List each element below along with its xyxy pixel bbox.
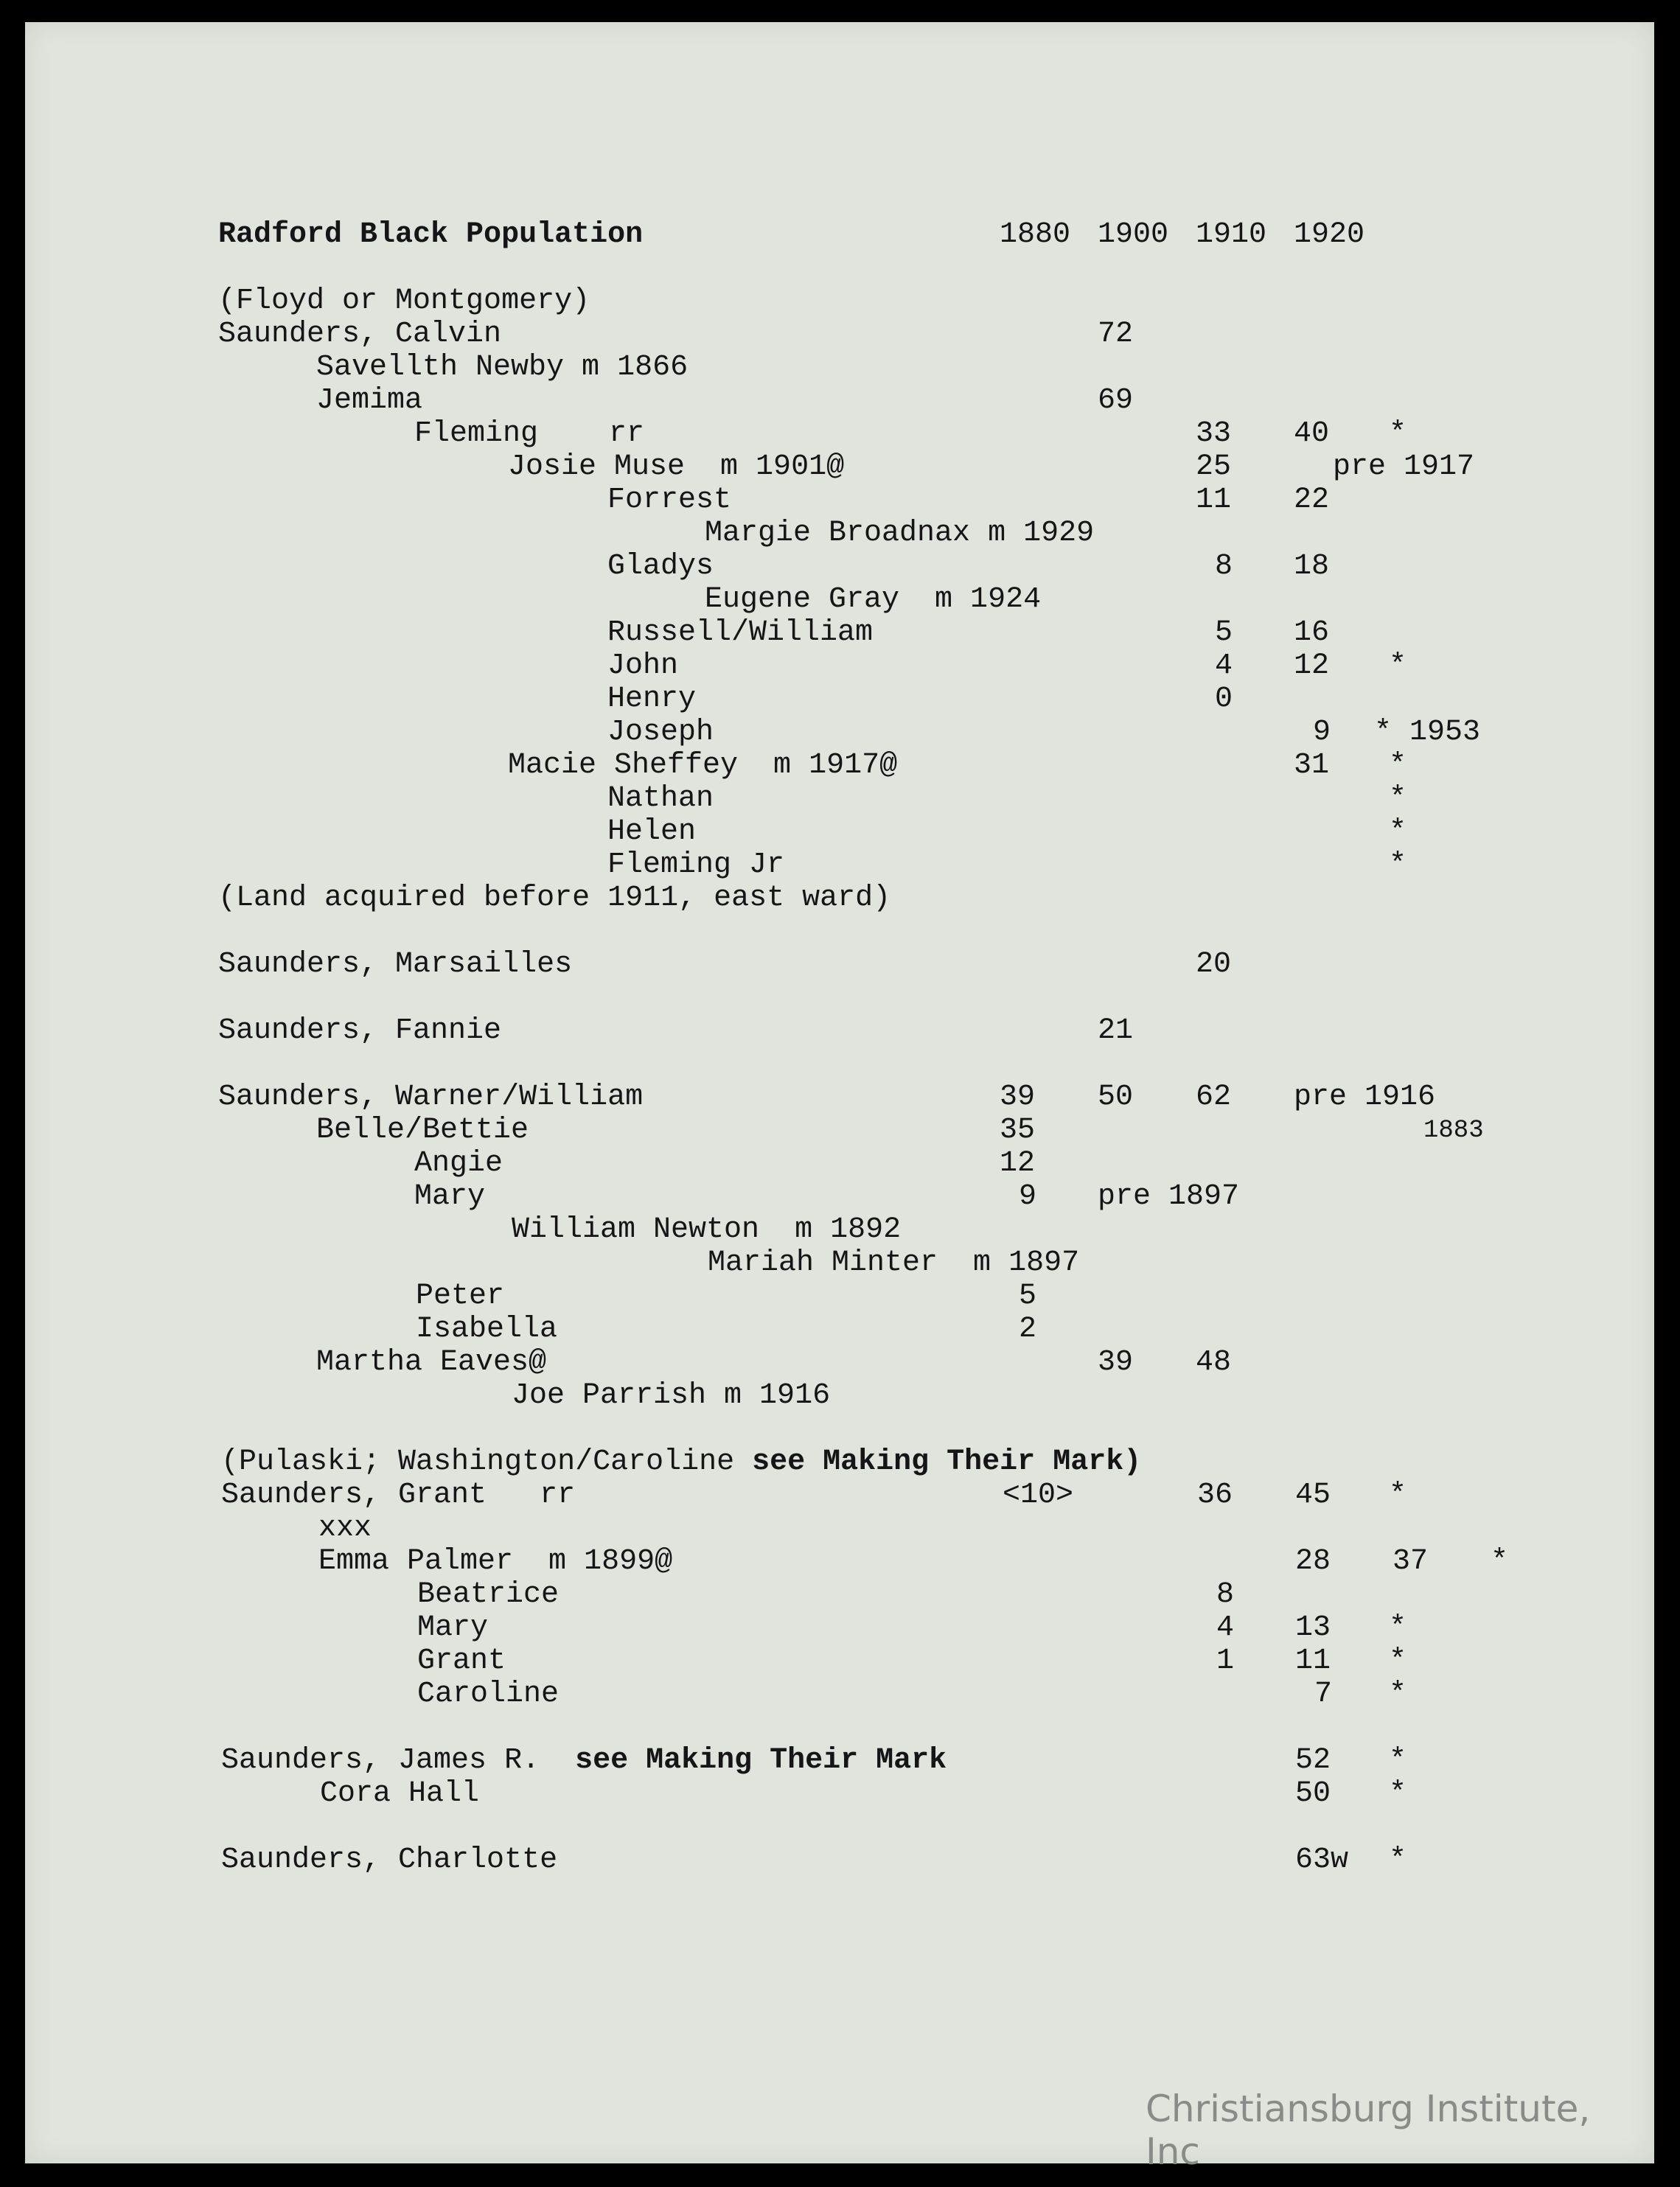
value-1910: 5 bbox=[1215, 616, 1233, 649]
entry-text: Forrest bbox=[607, 484, 732, 517]
value-1920: 18 bbox=[1294, 550, 1330, 583]
entry-text: Grant bbox=[417, 1644, 506, 1678]
value-1920: 40 bbox=[1294, 417, 1330, 450]
value-1920: 50 bbox=[1295, 1777, 1331, 1810]
note: * 1953 bbox=[1374, 716, 1481, 749]
note: * bbox=[1389, 782, 1407, 815]
value-1920: 11 bbox=[1295, 1644, 1331, 1678]
entry-text: Helen bbox=[607, 815, 697, 848]
year-header-1900: 1900 bbox=[1098, 218, 1169, 251]
note: pre 1917 bbox=[1333, 450, 1475, 484]
value-1910: 11 bbox=[1196, 484, 1232, 517]
entry-text: John bbox=[607, 649, 679, 683]
value-1910: 20 bbox=[1196, 948, 1232, 981]
value-1910: 4 bbox=[1215, 649, 1233, 683]
entry-text: Beatrice bbox=[417, 1578, 560, 1611]
entry-text: Margie Broadnax m 1929 bbox=[705, 517, 1095, 550]
entry-text: Peter bbox=[416, 1280, 505, 1313]
value-1880: 5 bbox=[1019, 1280, 1037, 1313]
value-1910: 33 bbox=[1196, 417, 1232, 450]
entry-text: Fleming rr bbox=[414, 417, 645, 450]
value-1920: 28 bbox=[1295, 1545, 1331, 1578]
entry-text: Fleming Jr bbox=[607, 848, 785, 882]
year-header-1880: 1880 bbox=[1000, 218, 1071, 251]
value-1900: 21 bbox=[1098, 1014, 1134, 1047]
entry-text: Henry bbox=[607, 683, 697, 716]
note: * bbox=[1491, 1545, 1509, 1578]
entry-text: Belle/Bettie bbox=[316, 1114, 529, 1147]
entry-text: Jemima bbox=[316, 384, 423, 417]
entry-text: Saunders, Marsailles bbox=[218, 948, 573, 981]
entry-text: William Newton m 1892 bbox=[512, 1213, 902, 1246]
entry-text: Isabella bbox=[416, 1313, 558, 1346]
entry-text-bold: see Making Their Mark) bbox=[752, 1445, 1142, 1479]
value-1920: 13 bbox=[1295, 1611, 1331, 1644]
value-1880: 39 bbox=[1000, 1081, 1036, 1114]
note: 1883 bbox=[1423, 1117, 1484, 1145]
value-1880: 2 bbox=[1019, 1313, 1037, 1346]
entry-text: Saunders, Fannie bbox=[218, 1014, 502, 1047]
value-1920: 52 bbox=[1295, 1744, 1331, 1777]
entry-text: Saunders, Grant rr bbox=[221, 1479, 576, 1512]
value-1900: pre 1897 bbox=[1098, 1180, 1240, 1213]
entry-text: Eugene Gray m 1924 bbox=[705, 583, 1042, 616]
entry-text: Russell/William bbox=[607, 616, 874, 649]
value-1920: 9 bbox=[1313, 716, 1331, 749]
value-1920: 7 bbox=[1314, 1678, 1333, 1711]
value-1910: 62 bbox=[1196, 1081, 1232, 1114]
value-1900: 39 bbox=[1098, 1346, 1134, 1379]
footer-watermark: Christiansburg Institute, Inc bbox=[1146, 2087, 1591, 2173]
note: * bbox=[1389, 1611, 1407, 1644]
value-1910: 48 bbox=[1196, 1346, 1232, 1379]
value-1910: 8 bbox=[1216, 1578, 1235, 1611]
entry-text: Saunders, Charlotte bbox=[221, 1844, 558, 1877]
note: * bbox=[1389, 1678, 1407, 1711]
note: * bbox=[1389, 1644, 1407, 1678]
entry-text: Saunders, Warner/William bbox=[218, 1081, 644, 1114]
entry-text: Joseph bbox=[607, 716, 714, 749]
value-1920: 22 bbox=[1294, 484, 1330, 517]
note: * bbox=[1389, 649, 1407, 683]
note: 37 bbox=[1393, 1545, 1429, 1578]
entry-text: Emma Palmer m 1899@ bbox=[318, 1545, 673, 1578]
value-1880: <10> bbox=[1003, 1479, 1074, 1512]
entry-text: Cora Hall bbox=[320, 1777, 480, 1810]
value-1880: 12 bbox=[1000, 1147, 1036, 1180]
entry-text bbox=[221, 1446, 1141, 1479]
note: * bbox=[1389, 815, 1407, 848]
entry-text bbox=[221, 1745, 947, 1777]
entry-text: Mary bbox=[417, 1611, 489, 1644]
value-1920: 16 bbox=[1294, 616, 1330, 649]
entry-text: Mary bbox=[414, 1180, 486, 1213]
note: * bbox=[1389, 1479, 1407, 1512]
document-page bbox=[25, 22, 1654, 2173]
value-1920: 31 bbox=[1294, 749, 1330, 782]
year-header-1910: 1910 bbox=[1196, 218, 1267, 251]
year-header-1920: 1920 bbox=[1294, 218, 1365, 251]
value-1910: 4 bbox=[1216, 1611, 1235, 1644]
note: * bbox=[1389, 1844, 1407, 1877]
entry-text: xxx bbox=[318, 1512, 372, 1545]
entry-text-bold: see Making Their Mark bbox=[575, 1744, 947, 1777]
entry-text: Caroline bbox=[417, 1678, 560, 1711]
entry-text: Mariah Minter m 1897 bbox=[708, 1246, 1080, 1280]
note: * bbox=[1389, 848, 1407, 882]
value-1920: 12 bbox=[1294, 649, 1330, 683]
document-title: Radford Black Population bbox=[218, 218, 644, 251]
entry-text: Nathan bbox=[607, 782, 714, 815]
note: * bbox=[1389, 1744, 1407, 1777]
entry-text: Macie Sheffey m 1917@ bbox=[508, 749, 898, 782]
note: * bbox=[1389, 1777, 1407, 1810]
value-1900: 69 bbox=[1098, 384, 1134, 417]
entry-text: Martha Eaves@ bbox=[316, 1346, 547, 1379]
value-1900: 50 bbox=[1098, 1081, 1134, 1114]
value-1910: 1 bbox=[1216, 1644, 1235, 1678]
entry-text-plain: Saunders, James R. bbox=[221, 1744, 576, 1777]
value-1920: 63w bbox=[1295, 1844, 1349, 1877]
value-1900: 72 bbox=[1098, 318, 1134, 351]
value-1920: pre 1916 bbox=[1294, 1081, 1436, 1114]
entry-text: (Land acquired before 1911, east ward) bbox=[218, 882, 891, 915]
entry-text: Saunders, Calvin bbox=[218, 318, 502, 351]
entry-text: Angie bbox=[414, 1147, 503, 1180]
value-1910: 8 bbox=[1215, 550, 1233, 583]
value-1910: 0 bbox=[1215, 683, 1233, 716]
value-1910: 25 bbox=[1196, 450, 1232, 484]
entry-text: (Floyd or Montgomery) bbox=[218, 285, 590, 318]
entry-text: Gladys bbox=[607, 550, 714, 583]
entry-text-plain: (Pulaski; Washington/Caroline bbox=[221, 1445, 753, 1479]
value-1880: 35 bbox=[1000, 1114, 1036, 1147]
note: * bbox=[1389, 417, 1407, 450]
value-1910: 36 bbox=[1197, 1479, 1233, 1512]
entry-text: Joe Parrish m 1916 bbox=[512, 1379, 831, 1412]
note: * bbox=[1389, 749, 1407, 782]
value-1880: 9 bbox=[1019, 1180, 1037, 1213]
entry-text: Savellth Newby m 1866 bbox=[316, 351, 689, 384]
value-1920: 45 bbox=[1295, 1479, 1331, 1512]
entry-text: Josie Muse m 1901@ bbox=[508, 450, 845, 484]
